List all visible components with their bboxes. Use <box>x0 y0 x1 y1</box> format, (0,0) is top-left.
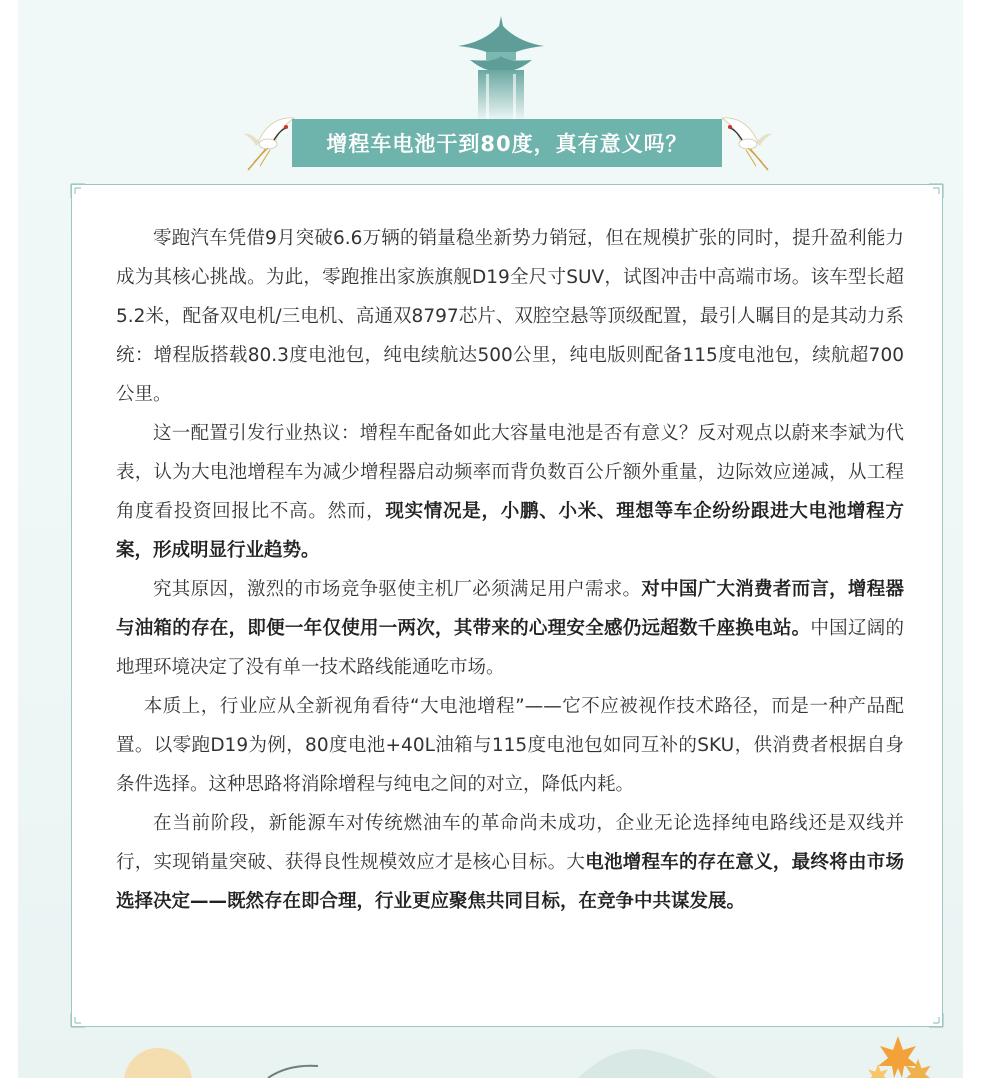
paragraph-5 <box>116 804 904 921</box>
article-canvas <box>18 0 963 1078</box>
article-body <box>116 219 904 921</box>
paragraph-text: 中国辽阔的地理环境决定了没有单一技术路线能通吃市场。 <box>116 618 904 678</box>
paragraph-text: 在当前阶段，新能源车对传统燃油车的革命尚未成功，企业无论选择纯电路线还是双线并行，实现销量突破、获得良性规模效应才是核心目标。大 <box>116 813 904 873</box>
corner-ornament-icon <box>928 1012 944 1028</box>
mountain-icon <box>578 1049 718 1078</box>
landscape-decoration <box>18 1030 963 1078</box>
crane-icon <box>716 112 776 174</box>
paragraph-text: 这一配置引发行业热议：增程车配备如此大容量电池是否有意义？反对观点以蔚来李斌为代表，认为大电池增程车为减少增程器启动频率而背负数百公斤额外重量，边际效应递减，从工程角度看投资回报比不高。然而， <box>116 423 904 522</box>
paragraph-emphasis: 现实情况是，小鹏、小米、理想等车企纷纷跟进大电池增程方案，形成明显行业趋势。 <box>116 501 904 561</box>
corner-ornament-icon <box>70 1012 86 1028</box>
corner-ornament-icon <box>70 183 86 199</box>
paragraph-1 <box>116 219 904 414</box>
corner-ornament-icon <box>928 183 944 199</box>
pavilion-icon <box>456 12 546 122</box>
paragraph-text: 究其原因，激烈的市场竞争驱使主机厂必须满足用户需求。 <box>153 579 642 600</box>
paragraph-emphasis: 对中国广大消费者而言，增程器与油箱的存在，即便一年仅使用一两次，其带来的心理安全感仍远超数千座换电站。 <box>116 579 904 639</box>
article-frame <box>71 184 943 1027</box>
paragraph-text: 零跑汽车凭借9月突破6.6万辆的销量稳坐新势力销冠，但在规模扩张的同时，提升盈利能力成为其核心挑战。为此，零跑推出家族旗舰D19全尺寸SUV，试图冲击中高端市场。该车型长超5.2米，配备双电机/三电机、高通双8797芯片、双腔空悬等顶级配置，最引人瞩目的是其动力系统：增程版搭载80.3度电池包，纯电续航达500公里，纯电版则配备115度电池包，续航超700公里。 <box>116 228 904 405</box>
paragraph-4 <box>116 687 904 804</box>
sun-icon <box>124 1048 192 1078</box>
paragraph-text: 本质上，行业应从全新视角看待“大电池增程”——它不应被视作技术路径，而是一种产品配置。以零跑D19为例，80度电池+40L油箱与115度电池包如同互补的SKU，供消费者根据自身条件选择。这种思路将消除增程与纯电之间的对立，降低内耗。 <box>116 696 904 795</box>
paragraph-3 <box>116 570 904 687</box>
page-title: 增程车电池干到80度，真有意义吗？ <box>292 119 722 167</box>
paragraph-emphasis: 电池增程车的存在意义，最终将由市场选择决定——既然存在即合理，行业更应聚焦共同目标，在竞争中共谋发展。 <box>116 852 904 912</box>
crane-icon <box>240 112 300 174</box>
paragraph-2 <box>116 414 904 570</box>
